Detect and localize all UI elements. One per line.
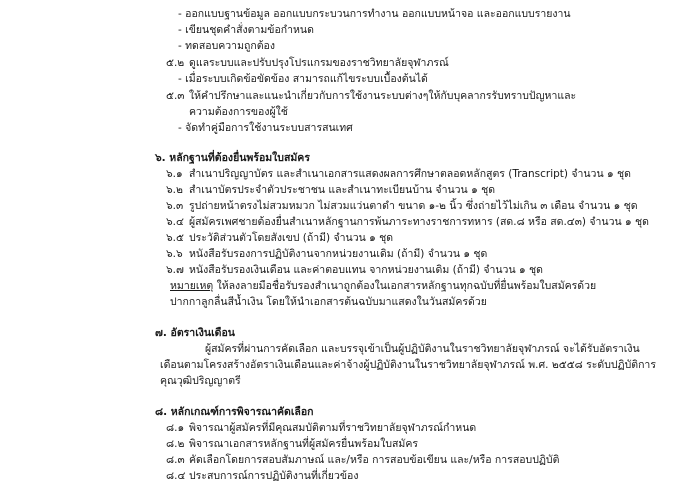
note-line <box>170 278 596 295</box>
item-6-2-number: ๖.๒ <box>166 184 183 196</box>
item-8-3-number: ๘.๓ <box>166 454 185 466</box>
section-8-heading: ๘. หลักเกณฑ์การพิจารณาคัดเลือก <box>155 406 314 418</box>
item-8-4-number: ๘.๔ <box>166 470 186 482</box>
item-8-4-text: ประสบการณ์การปฏิบัติงานที่เกี่ยวข้อง <box>189 470 359 482</box>
item-6-2-text: สำเนาบัตรประจำตัวประชาชน และสำเนาทะเบียนบ้าน จำนวน ๑ ชุด <box>189 184 496 196</box>
salary-para-line-3: คุณวุฒิปริญญาตรี <box>160 375 241 387</box>
item-8-3-text: คัดเลือกโดยการสอบสัมภาษณ์ และ/หรือ การสอบข้อเขียน และ/หรือ การสอบปฏิบัติ <box>189 454 560 466</box>
item-5-2-text: ดูแลระบบและปรับปรุงโปรแกรมของราชวิทยาลัยจุฬาภรณ์ <box>189 57 449 69</box>
bullet-code: - เขียนชุดคำสั่งตามข้อกำหนด <box>178 24 314 36</box>
item-6-7-number: ๖.๗ <box>166 264 184 276</box>
item-6-1-text: สำเนาปริญญาบัตร และสำเนาเอกสารแสดงผลการศึกษาตลอดหลักสูตร (Transcript) จำนวน ๑ ชุด <box>189 168 631 180</box>
bullet-text: เมื่อระบบเกิดข้อขัดข้อง สามารถแก้ไขระบบเบื้องต้นได้ <box>185 73 428 85</box>
item-6-7-text: หนังสือรับรองเงินเดือน และค่าตอบแทน จากหน่วยงานเดิม (ถ้ามี) จำนวน ๑ ชุด <box>189 264 543 276</box>
item-8-1-number: ๘.๑ <box>166 422 185 434</box>
item-8-2-text: พิจารณาเอกสารหลักฐานที่ผู้สมัครยื่นพร้อมใบสมัคร <box>189 438 418 450</box>
item-8-1-text: พิจารณาผู้สมัครที่มีคุณสมบัติตามที่ราชวิทยาลัยจุฬาภรณ์กำหนด <box>189 422 477 434</box>
bullet-fix: - เมื่อระบบเกิดข้อขัดข้อง สามารถแก้ไขระบบเบื้องต้นได้ <box>178 73 428 85</box>
bullet-text: จัดทำคู่มือการใช้งานระบบสารสนเทศ <box>185 122 353 134</box>
note-label: หมายเหตุ <box>170 280 214 292</box>
item-5-2-number: ๕.๒ <box>166 57 185 69</box>
section-6-heading: ๖. หลักฐานที่ต้องยื่นพร้อมใบสมัคร <box>155 152 310 164</box>
bullet-manual: - จัดทำคู่มือการใช้งานระบบสารสนเทศ <box>178 122 353 134</box>
bullet-text: ออกแบบฐานข้อมูล ออกแบบกระบวนการทำงาน ออกแบบหน้าจอ และออกแบบรายงาน <box>185 8 571 20</box>
item-6-3-text: รูปถ่ายหน้าตรงไม่สวมหมวก ไม่สวมแว่นตาดำ ขนาด ๑-๒ นิ้ว ซึ่งถ่ายไว้ไม่เกิน ๓ เดือน จำนวน ๑ ชุด <box>189 200 638 212</box>
salary-para-line-1: ผู้สมัครที่ผ่านการคัดเลือก และบรรจุเข้าเป็นผู้ปฏิบัติงานในราชวิทยาลัยจุฬาภรณ์ จะได้รับอัตราเงิน <box>205 343 640 355</box>
bullet-text: ทดสอบความถูกต้อง <box>185 40 275 52</box>
item-6-4-text: ผู้สมัครเพศชายต้องยื่นสำเนาหลักฐานการพ้นภาระทางราชการทหาร (สด.๘ หรือ สด.๔๓) จำนวน ๑ ชุด <box>189 216 649 228</box>
item-5-3-number: ๕.๓ <box>166 90 185 102</box>
item-5-3-continuation: ความต้องการของผู้ใช้ <box>189 106 288 118</box>
item-6-3-number: ๖.๓ <box>166 200 184 212</box>
item-6-4-number: ๖.๔ <box>166 216 184 228</box>
salary-para-line-2: เดือนตามโครงสร้างอัตราเงินเดือนและค่าจ้างผู้ปฏิบัติงานในราชวิทยาลัยจุฬาภรณ์ พ.ศ. ๒๕๕๘ ระดับปฏิบัติการ <box>160 359 656 371</box>
item-6-5-number: ๖.๕ <box>166 232 184 244</box>
item-6-5-text: ประวัติส่วนตัวโดยสังเขป (ถ้ามี) จำนวน ๑ ชุด <box>189 232 394 244</box>
item-6-1-number: ๖.๑ <box>166 168 183 180</box>
item-6-6-text: หนังสือรับรองการปฏิบัติงานจากหน่วยงานเดิม (ถ้ามี) จำนวน ๑ ชุด <box>189 248 488 260</box>
note-text: ให้ลงลายมือชื่อรับรองสำเนาถูกต้องในเอกสารหลักฐานทุกฉบับที่ยื่นพร้อมใบสมัครด้วย <box>213 280 597 292</box>
item-8-2-number: ๘.๒ <box>166 438 185 450</box>
bullet-text: เขียนชุดคำสั่งตามข้อกำหนด <box>185 24 314 36</box>
bullet-design: - ออกแบบฐานข้อมูล ออกแบบกระบวนการทำงาน ออกแบบหน้าจอ และออกแบบรายงาน <box>178 8 571 20</box>
section-7-heading: ๗. อัตราเงินเดือน <box>155 327 235 339</box>
bullet-test: - ทดสอบความถูกต้อง <box>178 40 275 52</box>
item-6-6-number: ๖.๖ <box>166 248 183 260</box>
note-continuation: ปากกาลูกลื่นสีน้ำเงิน โดยให้นำเอกสารต้นฉบับมาแสดงในวันสมัครด้วย <box>170 296 487 308</box>
item-5-3-text: ให้คำปรึกษาและแนะนำเกี่ยวกับการใช้งานระบบต่างๆให้กับบุคลากรรับทราบปัญหาและ <box>189 90 577 102</box>
